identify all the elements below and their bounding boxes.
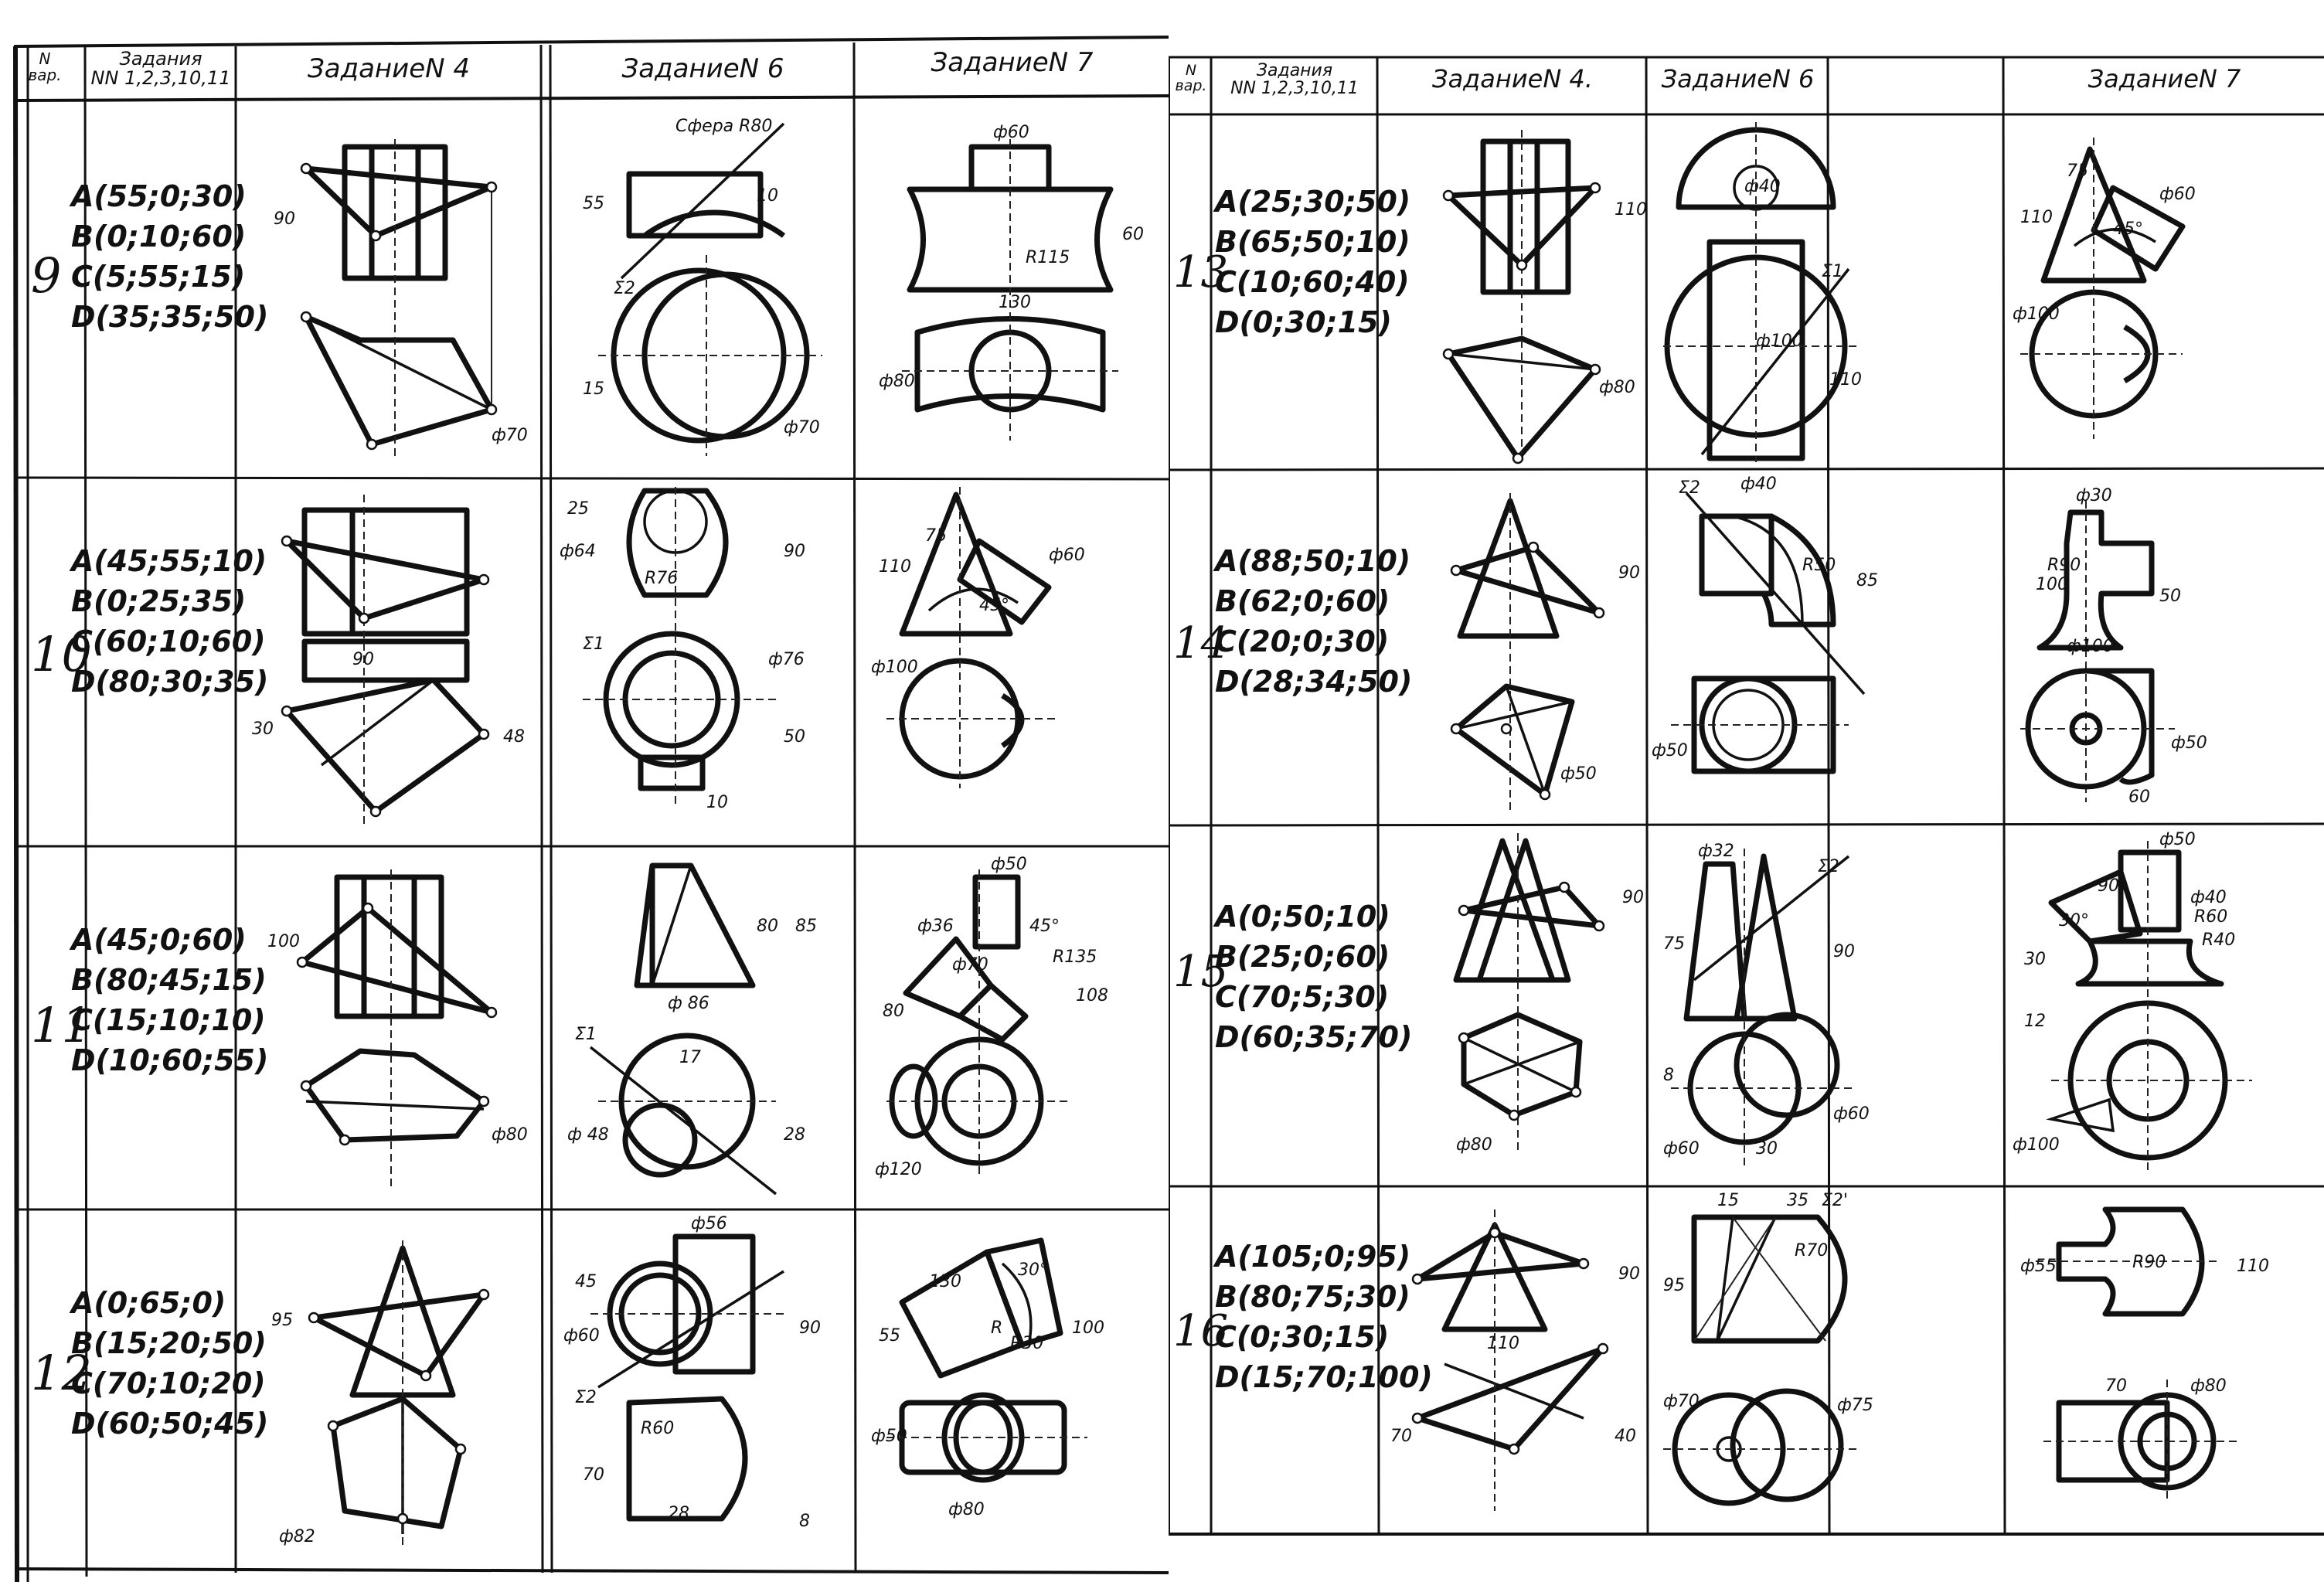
header-task4: ЗаданиеN 4: [307, 53, 471, 84]
dim-label: Σ2: [575, 1388, 597, 1407]
task4-drawing: [236, 1209, 541, 1573]
dim-label: 90: [2098, 876, 2119, 896]
header-task7: ЗаданиеN 7: [931, 47, 1094, 78]
dim-label: 75: [925, 526, 947, 546]
dim-label: R50: [1802, 556, 1836, 575]
dim-label: 110: [2020, 208, 2053, 227]
task7-drawing: [2005, 470, 2324, 825]
dim-label: 100: [267, 932, 300, 951]
coord-c: C(70;10;20): [71, 1366, 266, 1400]
dim-label: Σ1: [1822, 262, 1843, 281]
dim-label: ф55: [2020, 1257, 2057, 1276]
variant-number: 13: [1173, 247, 1229, 298]
dim-label: 90: [274, 209, 295, 229]
coord-d: D(60;35;70): [1215, 1020, 1413, 1054]
dim-label: R90: [2047, 556, 2081, 575]
dim-label: 55: [583, 194, 604, 213]
dim-label: 12: [2024, 1012, 2046, 1031]
dim-label: ф80: [492, 1125, 528, 1145]
coord-c: C(70;5;30): [1215, 980, 1390, 1014]
coord-a: A(45;0;60): [71, 923, 247, 957]
dim-label: ф60: [1049, 546, 1085, 565]
header-variant-col: N вар.: [1175, 62, 1207, 94]
header-task7: ЗаданиеN 7: [2088, 64, 2241, 94]
dim-label: R: [991, 1318, 1003, 1338]
task4-drawing: [236, 479, 541, 846]
dim-label: ф50: [991, 855, 1027, 874]
dim-label: 70: [2105, 1376, 2127, 1396]
task6-drawing: [552, 846, 854, 1209]
dim-label: 130: [929, 1272, 961, 1291]
dim-label: 8: [1663, 1066, 1674, 1085]
dim-label: ф50: [1652, 741, 1688, 760]
task7-drawing: [856, 1209, 1169, 1573]
dim-label: 90: [352, 650, 374, 669]
task4-drawing: [236, 100, 541, 478]
coord-b: B(15;20;50): [71, 1326, 267, 1360]
dim-label: 90: [799, 1318, 821, 1338]
dim-label: ф50: [1560, 764, 1597, 784]
dim-label: ф60: [993, 123, 1029, 142]
dim-label: 10: [706, 793, 728, 812]
dim-label: ф80: [948, 1500, 985, 1519]
dim-label: ф100: [871, 658, 918, 677]
task7-drawing: [2005, 825, 2324, 1186]
dim-label: ф36: [917, 917, 954, 936]
coord-a: A(45;55;10): [71, 544, 267, 578]
dim-label: 45: [575, 1272, 597, 1291]
coord-d: D(0;30;15): [1215, 305, 1392, 339]
dim-label: 15: [583, 379, 604, 399]
dim-label: 28: [784, 1125, 805, 1145]
dim-label: 110: [1487, 1334, 1519, 1353]
coord-a: A(88;50;10): [1215, 544, 1411, 578]
coord-b: B(65;50;10): [1215, 225, 1410, 259]
dim-label: ф 86: [668, 994, 709, 1013]
coord-b: B(0;10;60): [71, 219, 247, 253]
task6-drawing: [1648, 470, 2003, 825]
dim-label: 45°: [1029, 917, 1060, 936]
dim-label: 130: [999, 293, 1031, 312]
variant-number: 12: [31, 1345, 92, 1401]
dim-label: ф50: [871, 1427, 907, 1446]
header-variant-col: N вар.: [28, 49, 62, 84]
coord-c: C(10;60;40): [1215, 265, 1410, 299]
dim-label: ф75: [1837, 1396, 1873, 1415]
dim-label: 55: [879, 1326, 900, 1346]
dim-label: ф100: [2013, 1135, 2060, 1155]
coord-b: B(62;0;60): [1215, 584, 1390, 618]
coord-a: A(55;0;30): [71, 179, 247, 213]
task4-drawing: [1379, 114, 1646, 468]
variant-number: 11: [31, 997, 92, 1053]
dim-label: 85: [795, 917, 817, 936]
dim-label: 90: [784, 542, 805, 561]
dim-label: R30: [1010, 1334, 1044, 1353]
dim-label: 90: [1622, 888, 1644, 907]
dim-label: R76: [645, 569, 679, 588]
dim-label: ф56: [691, 1214, 727, 1233]
dim-label: Σ2: [1818, 857, 1839, 876]
dim-label: ф60: [1663, 1139, 1700, 1158]
dim-label: R115: [1026, 248, 1070, 267]
task6-drawing: [1648, 825, 2003, 1186]
dim-label: 15: [1717, 1191, 1739, 1210]
coord-a: A(105;0;95): [1215, 1240, 1411, 1274]
dim-label: R60: [641, 1419, 675, 1438]
dim-label: 17: [679, 1048, 701, 1067]
coord-c: C(60;10;60): [71, 624, 266, 658]
dim-label: ф60: [2159, 185, 2196, 204]
coord-b: B(80;45;15): [71, 963, 267, 997]
dim-label: R135: [1053, 947, 1097, 967]
dim-label: ф40: [2190, 888, 2227, 907]
coord-a: A(0;65;0): [71, 1286, 226, 1320]
dim-label: 100: [2036, 575, 2068, 594]
coord-d: D(35;35;50): [71, 300, 269, 334]
coord-d: D(80;30;35): [71, 665, 269, 699]
dim-label: ф100: [2013, 304, 2060, 324]
task4-drawing: [236, 846, 541, 1209]
dim-label: ф80: [1599, 378, 1635, 397]
dim-label: ф32: [1698, 842, 1734, 861]
dim-label: 110: [2237, 1257, 2269, 1276]
dim-label: 70: [1390, 1427, 1412, 1446]
dim-label: Σ2': [1822, 1191, 1848, 1210]
dim-label: 45°: [979, 596, 1009, 615]
header-task4: ЗаданиеN 4.: [1432, 64, 1593, 94]
dim-label: 28: [668, 1504, 689, 1523]
dim-label: R40: [2202, 930, 2236, 950]
dim-label: 30°: [2059, 911, 2089, 930]
coord-a: A(0;50;10): [1215, 900, 1390, 934]
dim-label: ф80: [1456, 1135, 1492, 1155]
dim-label: 60: [2128, 788, 2150, 807]
coord-d: D(10;60;55): [71, 1043, 269, 1077]
dim-label: 95: [271, 1311, 293, 1330]
task4-drawing: [1379, 825, 1646, 1186]
dim-label: ф30: [2076, 486, 2112, 505]
dim-label: R70: [1795, 1241, 1829, 1260]
variant-number: 16: [1173, 1306, 1229, 1356]
variant-number: 14: [1173, 618, 1229, 669]
dim-label: 70: [583, 1465, 604, 1485]
dim-label: Σ2: [1679, 478, 1700, 498]
dim-label: ф70: [492, 426, 528, 445]
dim-label: ф40: [1740, 475, 1777, 494]
dim-label: ф100: [1756, 332, 1803, 351]
dim-label: ф40: [1744, 177, 1781, 196]
dim-label: 110: [1615, 200, 1647, 219]
coord-c: C(15;10;10): [71, 1003, 266, 1037]
dim-label: ф80: [879, 372, 915, 391]
dim-label: Σ1: [583, 635, 604, 654]
coord-a: A(25;30;50): [1215, 185, 1411, 219]
dim-label: ф80: [2190, 1376, 2227, 1396]
task6-drawing: [552, 1209, 854, 1573]
task6-drawing: [552, 100, 854, 478]
dim-label: ф50: [2159, 830, 2196, 849]
dim-label: 75: [2067, 162, 2088, 181]
dim-label: 30°: [1018, 1260, 1048, 1280]
dim-label: 80: [883, 1002, 904, 1021]
dim-label: 50: [784, 727, 805, 747]
dim-label: 40: [1615, 1427, 1636, 1446]
dim-label: 10: [757, 186, 778, 206]
coord-d: D(15;70;100): [1215, 1360, 1433, 1394]
task7-drawing: [856, 479, 1169, 846]
dim-label: 80: [757, 917, 778, 936]
task7-drawing: [856, 846, 1169, 1209]
task7-drawing: [2005, 114, 2324, 468]
dim-label: 90: [1618, 563, 1640, 583]
dim-label: R60: [2194, 907, 2228, 927]
dim-label: ф70: [784, 418, 820, 437]
dim-label: ф82: [279, 1527, 315, 1546]
dim-label: Сфера R80: [675, 117, 773, 136]
dim-label: 30: [2024, 950, 2046, 969]
dim-label: 90: [1833, 942, 1855, 961]
dim-label: 75: [1663, 934, 1685, 954]
header-tasks-col: Задания NN 1,2,3,10,11: [90, 48, 231, 90]
task6-drawing: [1648, 114, 2003, 468]
dim-label: ф64: [560, 542, 596, 561]
dim-label: ф 48: [567, 1125, 609, 1145]
dim-label: ф76: [768, 650, 805, 669]
dim-label: 110: [1829, 370, 1862, 390]
dim-label: ф70: [952, 955, 988, 975]
coord-d: D(28;34;50): [1215, 665, 1413, 699]
coord-c: C(5;55;15): [71, 260, 246, 294]
dim-label: 25: [567, 499, 589, 519]
task6-drawing: [1648, 1186, 2003, 1534]
dim-label: ф60: [1833, 1104, 1870, 1124]
dim-label: 90: [1618, 1264, 1640, 1284]
coord-b: B(80;75;30): [1215, 1280, 1410, 1314]
dim-label: ф50: [2171, 733, 2207, 753]
header-task6: ЗаданиеN 6: [621, 53, 784, 84]
coord-c: C(0;30;15): [1215, 1320, 1390, 1354]
variant-number: 15: [1173, 947, 1229, 997]
header-task6: ЗаданиеN 6: [1661, 64, 1815, 94]
coord-c: C(20;0;30): [1215, 624, 1390, 658]
dim-label: 48: [503, 727, 525, 747]
variant-number: 10: [31, 626, 92, 682]
dim-label: 108: [1076, 986, 1108, 1005]
dim-label: 100: [1072, 1318, 1104, 1338]
dim-label: 30: [252, 720, 274, 739]
dim-label: ф120: [875, 1160, 922, 1179]
dim-label: 35: [1787, 1191, 1809, 1210]
task4-drawing: [1379, 1186, 1646, 1534]
task7-drawing: [2005, 1186, 2324, 1534]
dim-label: 85: [1856, 571, 1878, 590]
header-tasks-col: Задания NN 1,2,3,10,11: [1230, 61, 1359, 99]
task6-drawing: [552, 479, 854, 846]
coord-b: B(0;25;35): [71, 584, 247, 618]
dim-label: 45°: [2113, 219, 2143, 239]
dim-label: 8: [799, 1512, 810, 1531]
dim-label: R90: [2132, 1253, 2166, 1272]
dim-label: 110: [879, 557, 911, 577]
variant-number: 9: [31, 247, 62, 304]
dim-label: Σ1: [575, 1025, 597, 1044]
coord-d: D(60;50;45): [71, 1407, 269, 1441]
dim-label: ф60: [563, 1326, 600, 1346]
dim-label: Σ2: [614, 279, 635, 298]
coord-b: B(25;0;60): [1215, 940, 1390, 974]
task7-drawing: [856, 100, 1169, 478]
right-sheet: [1169, 0, 2324, 1582]
dim-label: 50: [2159, 587, 2181, 606]
dim-label: ф70: [1663, 1392, 1700, 1411]
task4-drawing: [1379, 470, 1646, 825]
dim-label: 95: [1663, 1276, 1685, 1295]
dim-label: ф100: [2067, 637, 2114, 656]
dim-label: 60: [1122, 225, 1144, 244]
dim-label: 30: [1756, 1139, 1778, 1158]
